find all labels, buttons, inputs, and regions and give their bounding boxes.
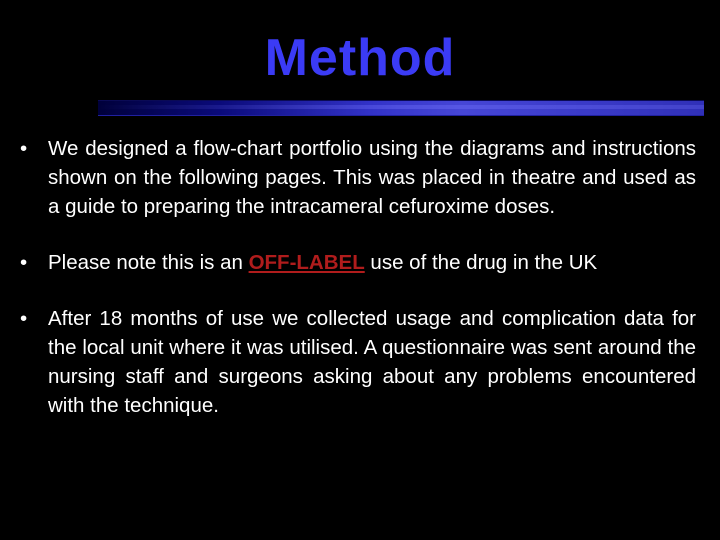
bullet-text-after: use of the drug in the UK — [364, 251, 598, 274]
bullet-item-2 — [20, 248, 696, 277]
bullet-text-before: Please note this is an — [48, 251, 249, 274]
bullet-list — [20, 134, 696, 447]
bullet-item-3 — [20, 304, 696, 420]
bullet-text: After 18 months of use we collected usage and complication data for the local unit where it was utilised. A questionnaire was sent around the nursing staff and surgeons asking about any problems encountered with the technique. — [48, 307, 696, 417]
title-underline-bar — [98, 100, 704, 116]
bullet-marker: • — [20, 251, 28, 274]
bullet-marker: • — [20, 307, 28, 330]
bullet-text: We designed a flow-chart portfolio using the diagrams and instructions shown on the following pages. This was placed in theatre and used as a guide to preparing the intracameral cefuroxime doses. — [48, 137, 696, 218]
off-label-highlight: OFF-LABEL — [248, 251, 365, 274]
slide-title: Method — [264, 29, 456, 87]
bullet-item-1 — [20, 134, 696, 221]
bullet-marker: • — [20, 137, 28, 160]
